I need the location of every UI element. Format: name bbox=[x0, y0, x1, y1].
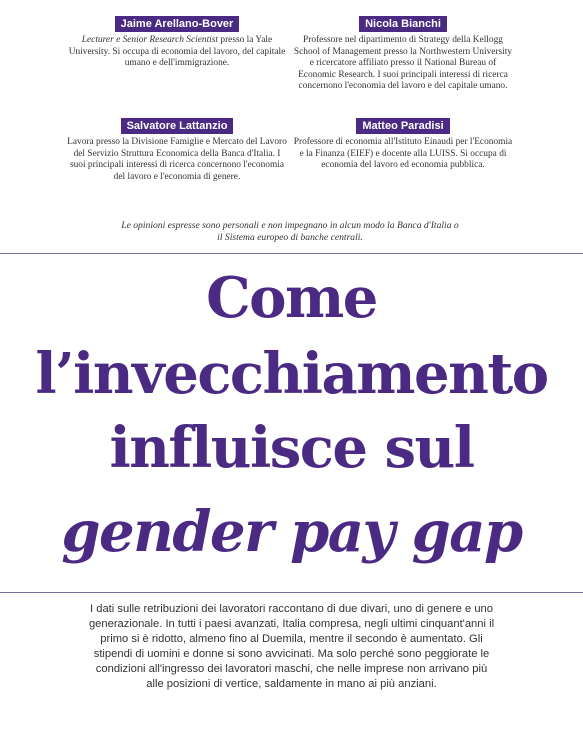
article-title-line-3: influisce sul bbox=[109, 415, 474, 481]
article-standfirst: I dati sulle retribuzioni dei lavoratori raccontano di due divari, uno di genere e uno generazionale. In tutti i paesi avanzati, Italia compresa, negli ultimi cinquant'anni il primo si è ridotto, almeno fino al Duemila, mentre il secondo è aumentato. Gli stipendi di uomini e donne si sono avvicinati. Ma solo perché sono peggiorate le condizioni all'ingresso dei lavoratori maschi, che nelle imprese non arrivano più alle posizioni di vertice, saldamente in mano ai più anziani. bbox=[88, 603, 495, 690]
divider-top bbox=[0, 253, 583, 254]
author-bio-text bbox=[66, 35, 288, 70]
author-bio-arellano-bover bbox=[66, 16, 288, 70]
author-bio-paradisi bbox=[292, 118, 514, 172]
author-bio-bianchi bbox=[292, 16, 514, 93]
disclaimer: Le opinioni espresse sono personali e non impegnano in alcun modo la Banca d'Italia o il Sistema europeo di banche centrali. bbox=[121, 219, 459, 243]
author-name-badge: Nicola Bianchi bbox=[359, 16, 447, 32]
author-name-badge: Matteo Paradisi bbox=[356, 118, 449, 134]
author-name-badge: Jaime Arellano-Bover bbox=[115, 16, 240, 32]
author-bio-lattanzio bbox=[66, 118, 288, 183]
author-bio-text: Lavora presso la Divisione Famiglie e Mercato del Lavoro del Servizio Struttura Economica della Banca d'Italia. I suoi principali interessi di ricerca concernono l'economia del lavoro e l'economia di genere. bbox=[67, 137, 287, 182]
divider-bottom bbox=[0, 592, 583, 593]
author-bio-text: Professore nel dipartimento di Strategy della Kellogg School of Management presso la Northwestern University e ricercatore affiliato presso il National Bureau of Economic Research. I suoi principali interessi di ricerca concernono l'economia del lavoro e del capitale umano. bbox=[293, 35, 513, 91]
article-title-line-1: Come bbox=[206, 265, 377, 331]
author-role: Lecturer e Senior Research Scientist bbox=[81, 35, 219, 45]
author-name-badge: Salvatore Lattanzio bbox=[121, 118, 234, 134]
author-bio-text: Professore di economia all'Istituto Einaudi per l'Economia e la Finanza (EIEF) e docente alla LUISS. Si occupa di economia del lavoro ed economia pubblica. bbox=[293, 137, 513, 170]
article-title-line-2: l’invecchiamento bbox=[35, 341, 548, 407]
article-title-line-4: gender pay gap bbox=[61, 499, 522, 565]
author-bio-body: presso la Yale University. Si occupa di economia del lavoro, del capitale umano e dell'immigrazione. bbox=[68, 35, 286, 68]
